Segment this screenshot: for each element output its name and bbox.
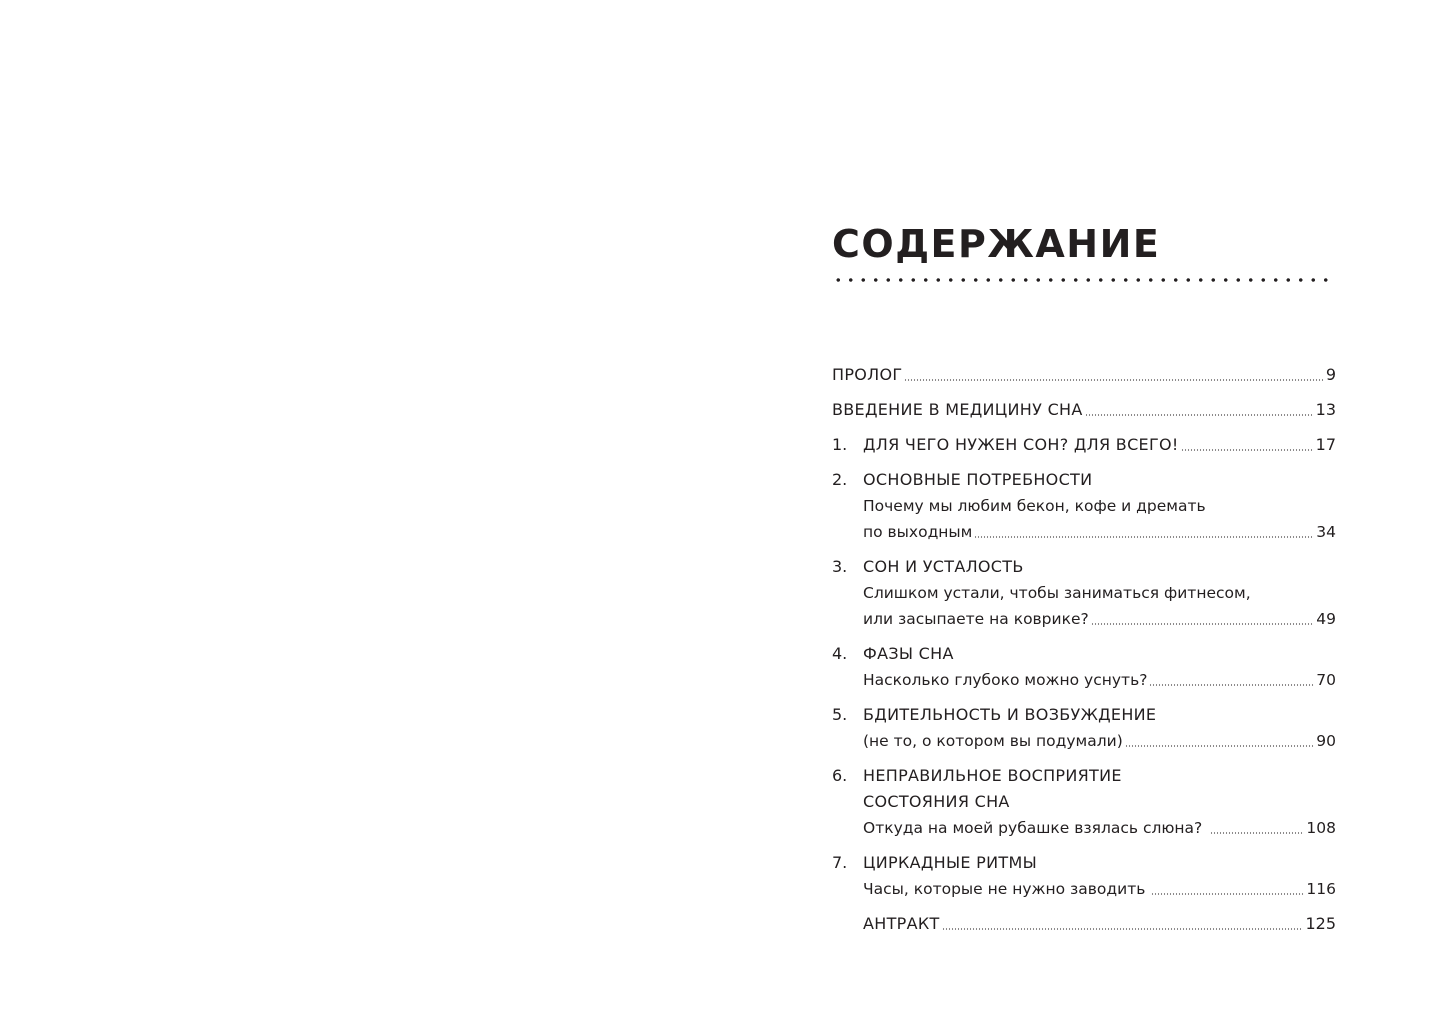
page-number: 116 bbox=[1306, 880, 1336, 898]
dotted-rule bbox=[832, 278, 1336, 282]
chapter-number: 2. bbox=[832, 470, 848, 489]
page-number: 34 bbox=[1316, 523, 1336, 541]
page-number: 49 bbox=[1316, 610, 1336, 628]
entry-subtitle: Насколько глубоко можно уснуть? bbox=[863, 671, 1148, 689]
toc-entry[interactable] bbox=[832, 554, 1336, 632]
entry-heading: БДИТЕЛЬНОСТЬ И ВОЗБУЖДЕНИЕ bbox=[863, 705, 1157, 724]
chapter-number: 7. bbox=[832, 853, 848, 872]
toc-entry[interactable] bbox=[832, 702, 1336, 754]
chapter-number: 1. bbox=[832, 435, 848, 454]
page-number: 17 bbox=[1315, 435, 1336, 454]
toc-entry[interactable] bbox=[832, 850, 1336, 902]
entry-heading: СОН И УСТАЛОСТЬ bbox=[863, 557, 1024, 576]
entry-subtitle: (не то, о котором вы подумали) bbox=[863, 732, 1123, 750]
toc-entry[interactable] bbox=[832, 641, 1336, 693]
entry-heading: ПРОЛОГ bbox=[832, 365, 903, 384]
entry-subtitle: Часы, которые не нужно заводить bbox=[863, 880, 1146, 898]
entry-heading: ЦИРКАДНЫЕ РИТМЫ bbox=[863, 853, 1037, 872]
entry-subtitle: Почему мы любим бекон, кофе и дремать bbox=[863, 497, 1206, 515]
page-number: 90 bbox=[1316, 732, 1336, 750]
entry-subtitle: или засыпаете на коврике? bbox=[863, 610, 1089, 628]
dot-leader bbox=[1085, 414, 1314, 416]
chapter-number: 5. bbox=[832, 705, 848, 724]
page-number: 13 bbox=[1315, 400, 1336, 419]
entry-heading: ОСНОВНЫЕ ПОТРЕБНОСТИ bbox=[863, 470, 1093, 489]
page-number: 108 bbox=[1306, 819, 1336, 837]
toc-entry[interactable] bbox=[832, 362, 1336, 388]
entry-subtitle: по выходным bbox=[863, 523, 973, 541]
toc-entry[interactable] bbox=[832, 432, 1336, 458]
entry-heading: АНТРАКТ bbox=[863, 914, 940, 933]
page-number: 9 bbox=[1325, 365, 1336, 384]
dot-leader bbox=[1151, 893, 1304, 895]
dot-leader bbox=[1125, 745, 1315, 747]
entry-heading: НЕПРАВИЛЬНОЕ ВОСПРИЯТИЕ bbox=[863, 766, 1122, 785]
dot-leader bbox=[974, 536, 1314, 538]
chapter-number: 4. bbox=[832, 644, 848, 663]
toc-entry[interactable] bbox=[832, 467, 1336, 545]
table-of-contents bbox=[832, 218, 1336, 933]
entry-heading: ДЛЯ ЧЕГО НУЖЕН СОН? ДЛЯ ВСЕГО! bbox=[863, 435, 1179, 454]
entry-subtitle: Слишком устали, чтобы заниматься фитнесом, bbox=[863, 584, 1251, 602]
dot-leader bbox=[1091, 623, 1315, 625]
dot-leader bbox=[1149, 684, 1314, 686]
toc-entry[interactable] bbox=[832, 911, 1336, 937]
dot-leader bbox=[1181, 449, 1314, 451]
page-number: 125 bbox=[1305, 914, 1336, 933]
page-number: 70 bbox=[1316, 671, 1336, 689]
entry-heading: ФАЗЫ СНА bbox=[863, 644, 954, 663]
dot-leader bbox=[1210, 832, 1304, 834]
toc-entries bbox=[832, 362, 1336, 946]
toc-entry[interactable] bbox=[832, 763, 1336, 841]
entry-heading: СОСТОЯНИЯ СНА bbox=[863, 792, 1010, 811]
toc-title: СОДЕРЖАНИЕ bbox=[832, 222, 1161, 266]
entry-heading: ВВЕДЕНИЕ В МЕДИЦИНУ СНА bbox=[832, 400, 1083, 419]
chapter-number: 3. bbox=[832, 557, 848, 576]
toc-entry[interactable] bbox=[832, 397, 1336, 423]
dot-leader bbox=[904, 379, 1323, 381]
chapter-number: 6. bbox=[832, 766, 848, 785]
entry-subtitle: Откуда на моей рубашке взялась слюна? bbox=[863, 819, 1203, 837]
dot-leader bbox=[942, 928, 1304, 930]
